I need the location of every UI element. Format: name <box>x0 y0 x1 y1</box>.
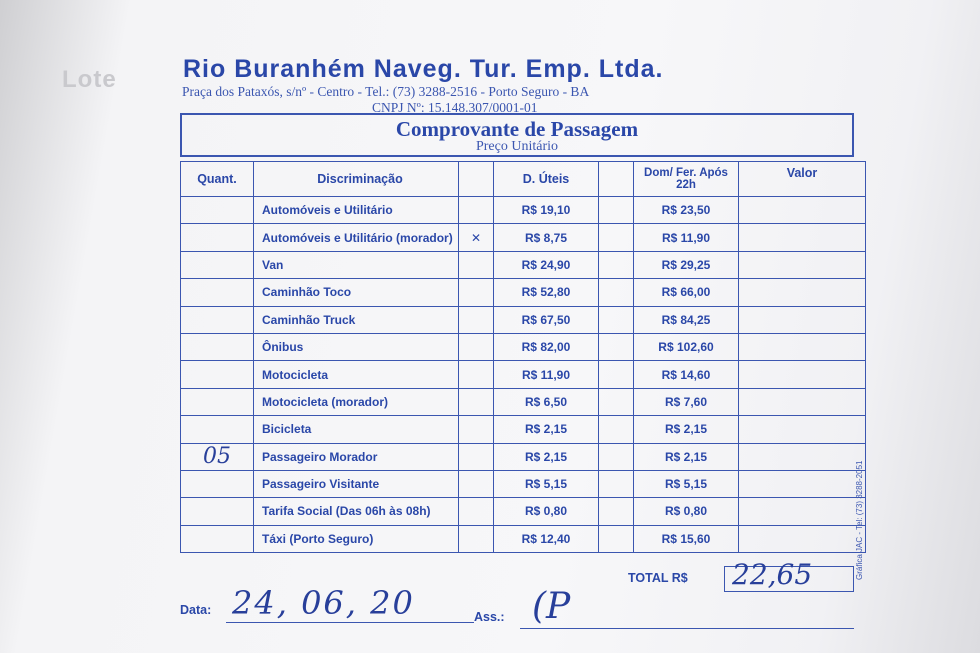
gap-cell <box>599 197 634 224</box>
item-cell: Bicicleta <box>254 416 459 443</box>
table-row <box>181 388 866 415</box>
price-table <box>180 161 866 553</box>
total-label: TOTAL R$ <box>628 571 688 585</box>
quant-cell <box>181 197 254 224</box>
uteis-price-cell: R$ 5,15 <box>494 470 599 497</box>
printer-credit: Gráfica JAC - Tel: (73) 3288-2051 <box>855 460 864 580</box>
valor-cell <box>739 498 866 525</box>
domfer-price-cell: R$ 84,25 <box>634 306 739 333</box>
valor-cell <box>739 224 866 251</box>
quant-cell <box>181 361 254 388</box>
domfer-price-cell: R$ 0,80 <box>634 498 739 525</box>
uteis-price-cell: R$ 12,40 <box>494 525 599 552</box>
domfer-price-cell: R$ 15,60 <box>634 525 739 552</box>
mark-cell <box>459 251 494 278</box>
mark-cell <box>459 498 494 525</box>
table-row <box>181 498 866 525</box>
gap-cell <box>599 416 634 443</box>
table-row <box>181 361 866 388</box>
domfer-price-cell: R$ 14,60 <box>634 361 739 388</box>
gap-cell <box>599 498 634 525</box>
receipt-subtitle: Preço Unitário <box>475 139 559 154</box>
quant-cell <box>181 251 254 278</box>
mark-cell <box>459 361 494 388</box>
header-discriminacao: Discriminação <box>254 162 459 197</box>
valor-cell <box>739 279 866 306</box>
gap-cell <box>599 251 634 278</box>
valor-cell <box>739 197 866 224</box>
date-value: 24, 06, 20 <box>232 584 415 622</box>
item-cell: Motocicleta <box>254 361 459 388</box>
table-row <box>181 279 866 306</box>
quant-cell <box>181 306 254 333</box>
domfer-price-cell: R$ 2,15 <box>634 416 739 443</box>
company-address: Praça dos Pataxós, s/nº - Centro - Tel.: (73) 3288-2516 - Porto Seguro - BA <box>182 84 590 99</box>
company-name: Rio Buranhém Naveg. Tur. Emp. Ltda. <box>183 55 664 83</box>
mark-cell: ✕ <box>459 224 494 251</box>
mark-cell <box>459 333 494 360</box>
signature-label: Ass.: <box>474 610 505 624</box>
item-cell: Caminhão Truck <box>254 306 459 333</box>
uteis-price-cell: R$ 11,90 <box>494 361 599 388</box>
mark-cell <box>459 443 494 470</box>
valor-cell <box>739 525 866 552</box>
domfer-price-cell: R$ 7,60 <box>634 388 739 415</box>
table-row <box>181 306 866 333</box>
uteis-price-cell: R$ 8,75 <box>494 224 599 251</box>
quant-cell <box>181 470 254 497</box>
table-row <box>181 525 866 552</box>
header-gap <box>599 162 634 197</box>
header-valor: Valor <box>739 162 866 197</box>
date-line <box>226 622 474 623</box>
valor-cell <box>739 416 866 443</box>
gap-cell <box>599 279 634 306</box>
uteis-price-cell: R$ 6,50 <box>494 388 599 415</box>
gap-cell <box>599 333 634 360</box>
quant-cell <box>181 333 254 360</box>
table-row <box>181 443 866 470</box>
domfer-price-cell: R$ 23,50 <box>634 197 739 224</box>
mark-cell <box>459 416 494 443</box>
quant-cell <box>181 224 254 251</box>
mark-cell <box>459 306 494 333</box>
date-label: Data: <box>180 603 212 617</box>
item-cell: Motocicleta (morador) <box>254 388 459 415</box>
gap-cell <box>599 470 634 497</box>
header-quant: Quant. <box>181 162 254 197</box>
gap-cell <box>599 361 634 388</box>
gap-cell <box>599 306 634 333</box>
domfer-price-cell: R$ 11,90 <box>634 224 739 251</box>
table-row <box>181 470 866 497</box>
mark-cell <box>459 388 494 415</box>
gap-cell <box>599 443 634 470</box>
signature: (P <box>532 586 571 627</box>
receipt-title: Comprovante de Passagem <box>395 117 639 141</box>
quant-cell <box>181 388 254 415</box>
faded-stamp: Lote <box>62 66 117 93</box>
valor-cell <box>739 388 866 415</box>
domfer-price-cell: R$ 102,60 <box>634 333 739 360</box>
table-row <box>181 197 866 224</box>
quant-cell <box>181 498 254 525</box>
valor-cell <box>739 361 866 388</box>
mark-cell <box>459 470 494 497</box>
item-cell: Passageiro Visitante <box>254 470 459 497</box>
signature-line <box>520 628 854 629</box>
item-cell: Tarifa Social (Das 06h às 08h) <box>254 498 459 525</box>
uteis-price-cell: R$ 19,10 <box>494 197 599 224</box>
mark-cell <box>459 525 494 552</box>
company-cnpj: CNPJ Nº: 15.148.307/0001-01 <box>372 100 538 115</box>
mark-cell <box>459 197 494 224</box>
table-row <box>181 251 866 278</box>
item-cell: Automóveis e Utilitário <box>254 197 459 224</box>
gap-cell <box>599 224 634 251</box>
mark-cell <box>459 279 494 306</box>
domfer-price-cell: R$ 66,00 <box>634 279 739 306</box>
table-header-row <box>181 162 866 197</box>
table-body <box>181 197 866 553</box>
valor-cell <box>739 470 866 497</box>
item-cell: Passageiro Morador <box>254 443 459 470</box>
uteis-price-cell: R$ 2,15 <box>494 443 599 470</box>
table-row <box>181 333 866 360</box>
table-row <box>181 416 866 443</box>
item-cell: Automóveis e Utilitário (morador) <box>254 224 459 251</box>
uteis-price-cell: R$ 24,90 <box>494 251 599 278</box>
total-value: 22,65 <box>732 558 813 591</box>
uteis-price-cell: R$ 2,15 <box>494 416 599 443</box>
table-row <box>181 224 866 251</box>
item-cell: Van <box>254 251 459 278</box>
valor-cell <box>739 251 866 278</box>
uteis-price-cell: R$ 52,80 <box>494 279 599 306</box>
item-cell: Ônibus <box>254 333 459 360</box>
quant-cell <box>181 279 254 306</box>
valor-cell <box>739 333 866 360</box>
quant-cell <box>181 416 254 443</box>
item-cell: Caminhão Toco <box>254 279 459 306</box>
header-uteis: D. Úteis <box>494 162 599 197</box>
receipt-title-box <box>180 113 854 157</box>
gap-cell <box>599 388 634 415</box>
quant-cell: 05 <box>181 443 254 470</box>
uteis-price-cell: R$ 67,50 <box>494 306 599 333</box>
quant-cell <box>181 525 254 552</box>
valor-cell <box>739 443 866 470</box>
domfer-price-cell: R$ 5,15 <box>634 470 739 497</box>
uteis-price-cell: R$ 82,00 <box>494 333 599 360</box>
domfer-price-cell: R$ 29,25 <box>634 251 739 278</box>
item-cell: Táxi (Porto Seguro) <box>254 525 459 552</box>
header-domfer: Dom/ Fer. Após 22h <box>634 162 739 197</box>
header-gap <box>459 162 494 197</box>
uteis-price-cell: R$ 0,80 <box>494 498 599 525</box>
domfer-price-cell: R$ 2,15 <box>634 443 739 470</box>
valor-cell <box>739 306 866 333</box>
gap-cell <box>599 525 634 552</box>
